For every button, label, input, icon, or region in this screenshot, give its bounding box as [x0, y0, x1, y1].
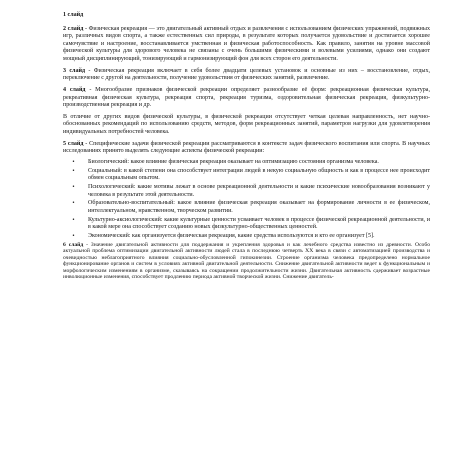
list-item-text: Социальный: в какой степени она способствует интеграции людей в некую социальную общность и как в процессе нее происходит обмен социальным опытом.	[88, 167, 430, 182]
list-item	[63, 184, 430, 199]
paragraph-text: - Многообразие признаков физической рекреации определяет разнообразие её форм: рекреационная физическая культура, рекреативная физическая культура, рекреация спорта, рекреация туризма, оздоровительная физическая рекреация, физкультурно-производственная рекреация и др.	[63, 86, 430, 109]
bullet-icon: •	[72, 232, 75, 239]
paragraph-unlabeled	[63, 114, 430, 137]
slide-label: 6 слайд	[63, 241, 84, 248]
slide-label: 3 слайд	[63, 67, 86, 74]
list-item-text: Психологический: какие мотивы лежат в основе рекреационной деятельности и какие психические новообразования возникают у человека в результате этой деятельности.	[88, 183, 430, 198]
bullet-icon: •	[72, 200, 75, 207]
list-item-text: Биологический: какое влияние физическая рекреация оказывает на оптимизацию состояния организма человека.	[88, 158, 379, 165]
list-item	[63, 200, 430, 215]
paragraph-slide-2	[63, 26, 430, 64]
paragraph-slide-5	[63, 141, 430, 156]
list-item	[63, 168, 430, 183]
paragraph-text: - Физическая рекреация включает в себя более двадцати целевых установок и основные из них – восстановление, отдых, переключение с другой на деятельности, получение удовольствия от физических занятий, развлечение.	[63, 67, 430, 82]
bullet-icon: •	[72, 167, 75, 174]
aspects-list	[63, 159, 430, 240]
paragraph-text: - Специфические задачи физической рекреации рассматриваются в контексте задач физического воспитания или спорта. В научных исследованиях принято выделять следующие аспекты физической рекреации:	[63, 140, 430, 155]
bullet-icon: •	[72, 158, 75, 165]
paragraph-slide-6	[63, 242, 430, 281]
list-item-text: Экономический: как организуется физическая рекреация, какие средства используются и кто ее организует [5].	[88, 232, 375, 239]
slide-label: 2 слайд	[63, 25, 84, 32]
page-heading: 1 слайд	[63, 12, 84, 18]
list-item	[63, 159, 430, 167]
paragraph-slide-4	[63, 87, 430, 110]
paragraph-text: - Физическая рекреация — это двигательный активный отдых и развлечения с использованием физических упражнений, подвижных игр, различных видов спорта, а также естественных сил природы, в результате которых получается удовольствие и достигается хорошее самочувствие и настроение, восстанавливается умственная и физическая работоспособность. Как правило, занятия на уровне массовой физической культуры для здорового человека не связаны с очень большими физическими и волевыми усилиями, однако они создают мощный дисциплинирующий, тонизирующий и гармонизирующий фон для всех сторон его деятельности.	[63, 25, 430, 62]
list-item-text: Культурно-аксиологический: какие культурные ценности усваивает человек в процессе физической рекреационной деятельности, и в какой мере она способствует созданию новых физкультурно-общественных ценностей.	[88, 216, 430, 231]
paragraph-text: В отличие от других видов физической культуры, в физической рекреации отсутствует четкая целевая направленность, нет научно-обоснованных рекомендаций по использованию средств, методов, форм рекреационных занятий, параметров нагрузки для удовлетворения индивидуальных потребностей человека.	[63, 113, 430, 135]
slide-label: 5 слайд	[63, 140, 84, 147]
bullet-icon: •	[72, 216, 75, 223]
list-item	[63, 217, 430, 232]
bullet-icon: •	[72, 183, 75, 190]
list-item-text: Образовательно-воспитательный: какое влияние физическая рекреация оказывает на формирование личности в ее физическом, интеллектуальном, нравственном, творческом развитии.	[88, 200, 430, 214]
paragraph-slide-3	[63, 68, 430, 83]
paragraph-text: - Значение двигательной активности для поддержания и укрепления здоровья и как лечебного средства известно из древности. Особо актуальной проблема оптимизации двигательной активности людей стала в последнюю четверть XX века в связи с автоматизацией производства и очевидностью неблагоприятного влияния социально-обусловленной гипокинезии. Строение организма человека предопределено нормальное функционирование органов и систем в условиях активной двигательной деятельности. Снижение двигательной активности ведет к функциональным и морфологическим изменениям в организме, сказываясь на сокращении продолжительности жизни. Двигательная активность сдерживает возрастные инволюционные изменения, способствует продлению периода активной творческой жизни. Снижение двигатель-	[63, 241, 430, 281]
list-item	[63, 233, 430, 241]
slide-label: 4 слайд	[63, 86, 86, 93]
